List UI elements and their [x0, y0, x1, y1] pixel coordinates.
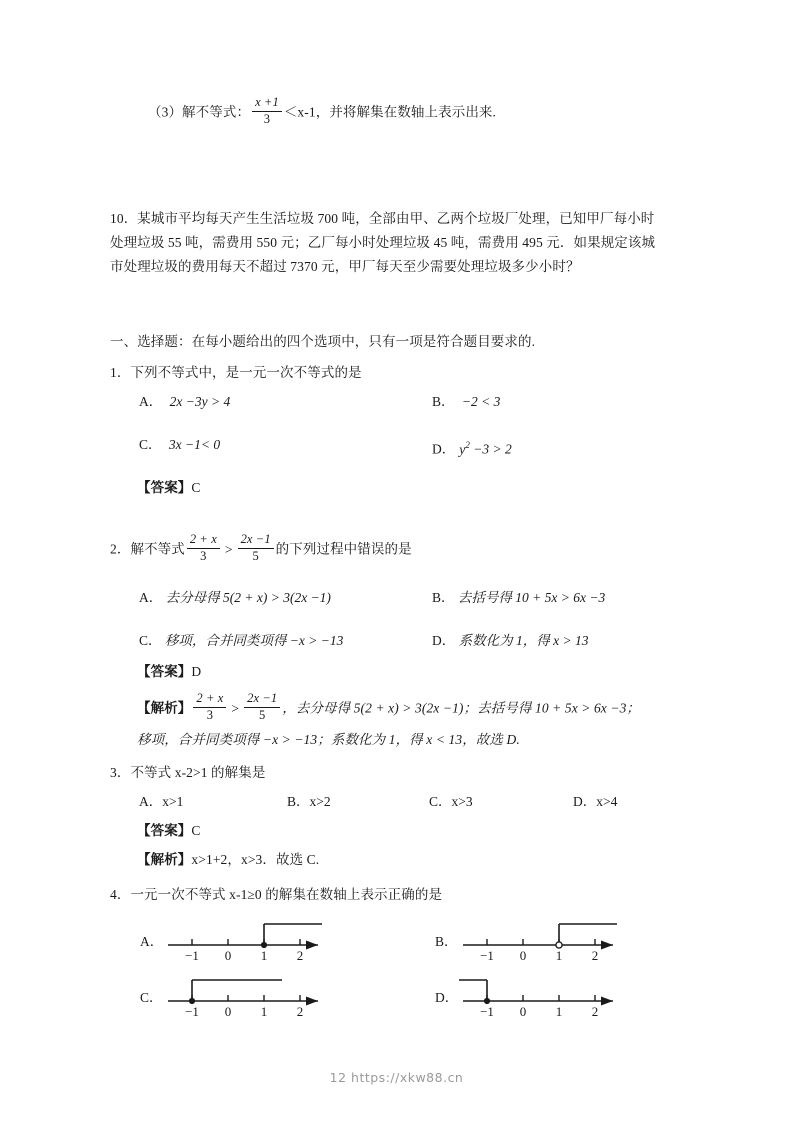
answer-label: 【答案】: [137, 480, 192, 495]
question-3-suffix: ＜x-1，并将解集在数轴上表示出来.: [283, 104, 496, 120]
problem-3-option-b: B．x>2: [287, 794, 331, 809]
problem-1-answer: [137, 477, 201, 498]
fraction-numerator: 2 + x: [187, 533, 220, 549]
answer-label: 【答案】: [137, 664, 192, 679]
question-3-fraction: [252, 96, 282, 126]
option-d-text: 系数化为 1，得 x > 13: [458, 633, 589, 648]
option-a-label: A．: [140, 934, 164, 949]
problem-1-stem: 1．下列不等式中，是一元一次不等式的是: [110, 365, 362, 380]
analysis-label: 【解析】: [137, 852, 192, 867]
answer-label: 【答案】: [137, 823, 192, 838]
question-3-prefix: （3）解不等式：: [148, 104, 251, 120]
svg-text:1: 1: [260, 948, 268, 963]
option-b-text: −2 < 3: [461, 394, 501, 409]
svg-text:−1: −1: [185, 1004, 199, 1019]
option-b-label: B．: [435, 934, 458, 949]
fraction-numerator: 2x −1: [238, 533, 274, 549]
svg-text:2: 2: [591, 948, 599, 963]
analysis-label: 【解析】: [137, 700, 192, 716]
svg-text:0: 0: [519, 1004, 527, 1019]
problem-4-option-a: [140, 912, 340, 964]
problem-3-option-a: A．x>1: [139, 794, 184, 809]
problem-4-stem: 4．一元一次不等式 x-1≥0 的解集在数轴上表示正确的是: [110, 887, 443, 902]
problem-2-stem: [110, 533, 412, 563]
number-line-b: [435, 912, 635, 964]
problem-4-option-b: [435, 912, 635, 964]
answer-value: C: [191, 823, 201, 838]
svg-text:0: 0: [519, 948, 527, 963]
answer-value: D: [191, 664, 202, 679]
analysis-text: x>1+2，x>3．故选 C.: [191, 852, 320, 867]
option-a-label: A．: [139, 590, 163, 605]
problem-2-fraction-right: [238, 533, 274, 563]
fraction-denominator: 5: [258, 707, 266, 722]
fraction-numerator: 2 + x: [193, 692, 226, 708]
svg-text:−1: −1: [480, 948, 494, 963]
problem-3-option-c: C．x>3: [429, 794, 473, 809]
number-line-d: [435, 968, 635, 1020]
option-d-exponent: 2: [465, 440, 470, 450]
analysis-tail: ，去分母得 5(2 + x) > 3(2x −1)；去括号得 10 + 5x > 6x −3；: [282, 700, 641, 716]
section-heading: 一、选择题：在每小题给出的四个选项中，只有一项是符合题目要求的.: [110, 334, 536, 349]
option-d-label: D．: [432, 633, 456, 648]
problem-2-answer: [137, 661, 201, 682]
svg-text:2: 2: [591, 1004, 599, 1019]
problem-3-answer: [137, 820, 201, 841]
problem-2-stem-suffix: 的下列过程中错误的是: [275, 541, 412, 557]
answer-value: C: [191, 480, 201, 495]
problem-10-line-2: 处理垃圾 55 吨，需费用 550 元；乙厂每小时处理垃圾 45 吨，需费用 495 元．如果规定该城: [110, 235, 656, 250]
analysis-fraction-left: [193, 692, 226, 722]
option-a-text: 2x −3y > 4: [169, 394, 231, 409]
option-c-label: C．: [139, 633, 162, 648]
problem-2-option-c: [139, 630, 343, 652]
option-d-base: y: [459, 441, 466, 457]
option-c-text: 移项，合并同类项得 −x > −13: [164, 633, 344, 648]
svg-text:−1: −1: [185, 948, 199, 963]
fraction-denominator: 5: [252, 548, 259, 563]
option-b-text: 去括号得 10 + 5x > 6x −3: [457, 590, 606, 605]
problem-10: [110, 208, 710, 277]
fraction-denominator: 3: [206, 707, 214, 722]
option-c-label: C．: [140, 990, 163, 1005]
svg-text:0: 0: [224, 1004, 232, 1019]
option-d-label: D．: [432, 441, 456, 457]
problem-3-stem: 3．不等式 x-2>1 的解集是: [110, 765, 266, 780]
option-b-label: B．: [432, 394, 455, 409]
option-d-rest: −3 > 2: [469, 441, 512, 457]
number-line-a: [140, 912, 340, 964]
svg-text:−1: −1: [480, 1004, 494, 1019]
fraction-denominator: 3: [200, 548, 207, 563]
problem-1-option-a: [139, 391, 230, 413]
problem-1-option-b: [432, 391, 500, 413]
number-line-c: [140, 968, 340, 1020]
problem-2-option-b: [432, 587, 605, 609]
option-a-label: A．: [139, 394, 163, 409]
problem-2-relation: >: [224, 541, 233, 557]
question-3-tail: [148, 96, 496, 126]
problem-3-analysis: [137, 849, 319, 870]
option-d-label: D．: [435, 990, 459, 1005]
analysis-relation: >: [231, 700, 240, 716]
problem-2-stem-prefix: 2．解不等式: [110, 541, 185, 557]
problem-10-line-3: 市处理垃圾的费用每天不超过 7370 元，甲厂每天至少需要处理垃圾多少小时？: [110, 259, 580, 274]
option-c-label: C．: [139, 437, 162, 452]
option-a-text: 去分母得 5(2 + x) > 3(2x −1): [165, 590, 331, 605]
problem-2-fraction-left: [187, 533, 220, 563]
footer-watermark: 12 https://xkw88.cn: [329, 1070, 464, 1085]
svg-text:2: 2: [296, 1004, 304, 1019]
analysis-fraction-right: [244, 692, 280, 722]
option-c-text: 3x −1< 0: [168, 437, 221, 452]
problem-1-option-c: [139, 434, 220, 456]
fraction-numerator: x +1: [252, 96, 282, 112]
problem-2-analysis-line-1: [137, 692, 640, 722]
svg-text:2: 2: [296, 948, 304, 963]
fraction-numerator: 2x −1: [244, 692, 280, 708]
problem-3-option-d: D．x>4: [573, 794, 618, 809]
fraction-denominator: 3: [263, 111, 271, 126]
problem-1-option-d: [432, 434, 512, 461]
problem-4-option-c: [140, 968, 340, 1020]
svg-text:1: 1: [555, 1004, 563, 1019]
problem-2-analysis-line-2: 移项，合并同类项得 −x > −13；系数化为 1，得 x < 13，故选 D.: [137, 732, 520, 747]
problem-10-line-1: 10．某城市平均每天产生生活垃圾 700 吨，全部由甲、乙两个垃圾厂处理，已知甲厂每小时: [110, 211, 655, 226]
problem-4-option-d: [435, 968, 635, 1020]
problem-2-option-d: [432, 630, 588, 652]
svg-text:0: 0: [224, 948, 232, 963]
problem-2-option-a: [139, 587, 331, 609]
option-b-label: B．: [432, 590, 455, 605]
svg-text:1: 1: [260, 1004, 268, 1019]
svg-text:1: 1: [555, 948, 563, 963]
